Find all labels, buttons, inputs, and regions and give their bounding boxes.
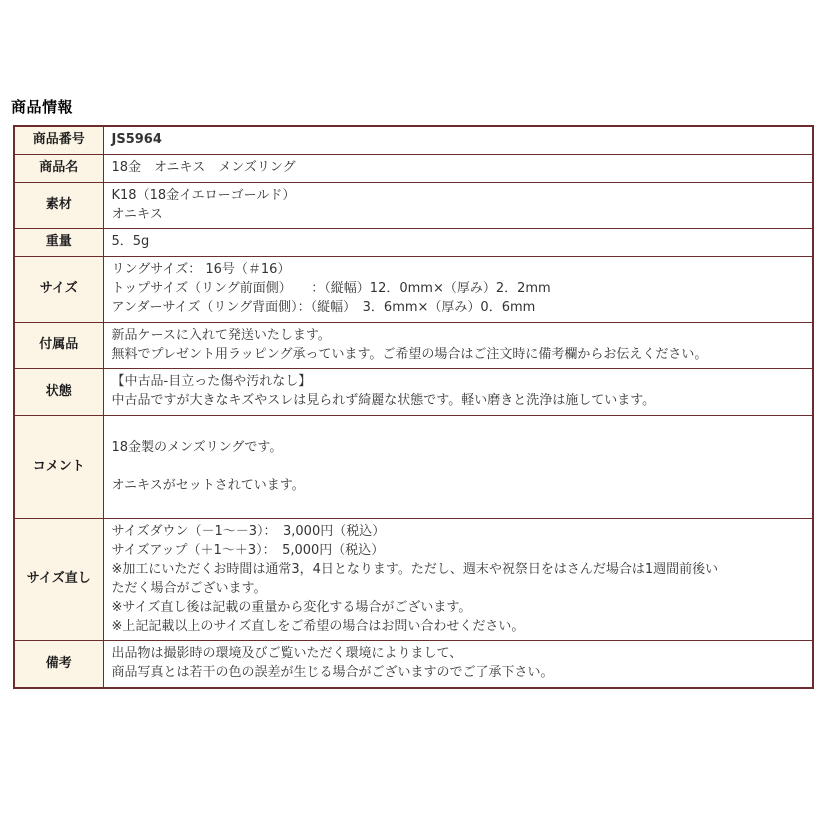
value-line xyxy=(112,458,807,477)
row-value xyxy=(103,229,813,257)
row-value xyxy=(103,369,813,416)
row-value xyxy=(103,126,813,154)
value-line: ※加工にいただくお時間は通常3，4日となります。ただし、週末や祝祭日をはさんだ場合は1週間前後い xyxy=(111,562,719,578)
row-label: サイズ直し xyxy=(14,519,103,641)
row-label: 付属品 xyxy=(14,322,103,369)
table-row xyxy=(14,229,813,257)
value-line: 【中古品-目立った傷や汚れなし】 xyxy=(111,374,312,390)
value-line: リングサイズ： 16号（＃16） xyxy=(111,262,291,278)
value-line: ※上記記載以上のサイズ直しをご希望の場合はお問い合わせください。 xyxy=(111,618,525,634)
value-line: 中古品ですが大きなキズやスレは見られず綺麗な状態です。軽い磨きと洗浄は施しています。 xyxy=(111,393,656,409)
row-value xyxy=(103,182,813,229)
row-label: 状態 xyxy=(14,369,103,416)
value-line: 出品物は撮影時の環境及びご覧いただく環境によりまして、 xyxy=(111,646,463,662)
product-info-table-body xyxy=(14,126,813,688)
product-info-table xyxy=(13,125,814,689)
table-row xyxy=(14,322,813,369)
row-value xyxy=(103,641,813,688)
row-label: サイズ xyxy=(14,257,103,323)
page-title: 商品情報 xyxy=(11,98,74,116)
value-line: JS5964 xyxy=(111,132,162,147)
value-line: アンダーサイズ（リング背面側）：（縦幅） 3．6mm×（厚み）0．6mm xyxy=(111,299,536,315)
value-line: 商品写真とは若干の色の誤差が生じる場合がございますのでご了承下さい。 xyxy=(111,665,554,681)
table-row xyxy=(14,369,813,416)
row-value xyxy=(103,154,813,182)
table-row xyxy=(14,641,813,688)
value-line: サイズダウン（－1～－3）： 3,000円（税込） xyxy=(111,524,386,540)
row-label: コメント xyxy=(14,416,103,519)
value-line: オニキスがセットされています。 xyxy=(111,477,305,493)
value-line: 新品ケースに入れて発送いたします。 xyxy=(111,327,331,343)
value-line: トップサイズ（リング前面側） ：（縦幅）12．0mm×（厚み）2．2mm xyxy=(111,281,551,297)
value-line: 5．5g xyxy=(111,234,150,250)
table-row xyxy=(14,416,813,519)
row-label: 重量 xyxy=(14,229,103,257)
row-label: 商品名 xyxy=(14,154,103,182)
row-label: 備考 xyxy=(14,641,103,688)
value-line: オニキス xyxy=(111,206,163,222)
value-line xyxy=(112,496,807,515)
row-value xyxy=(103,519,813,641)
table-row xyxy=(14,126,813,154)
value-line: K18（18金イエローゴールド） xyxy=(111,187,296,203)
row-label: 素材 xyxy=(14,182,103,229)
table-row xyxy=(14,182,813,229)
value-line xyxy=(112,420,807,439)
row-label: 商品番号 xyxy=(14,126,103,154)
table-row xyxy=(14,154,813,182)
value-line: 18金製のメンズリングです。 xyxy=(111,439,283,455)
value-line: サイズアップ（＋1～＋3）： 5,000円（税込） xyxy=(111,543,385,559)
table-row xyxy=(14,257,813,323)
value-line: ただく場合がございます。 xyxy=(111,580,267,596)
row-value xyxy=(103,416,813,519)
row-value xyxy=(103,257,813,323)
value-line: 18金 オニキス メンズリング xyxy=(111,159,296,175)
row-value xyxy=(103,322,813,369)
value-line: 無料でプレゼント用ラッピング承っています。ご希望の場合はご注文時に備考欄からお伝えください。 xyxy=(111,346,708,362)
value-line: ※サイズ直し後は記載の重量から変化する場合がございます。 xyxy=(111,599,472,615)
table-row xyxy=(14,519,813,641)
